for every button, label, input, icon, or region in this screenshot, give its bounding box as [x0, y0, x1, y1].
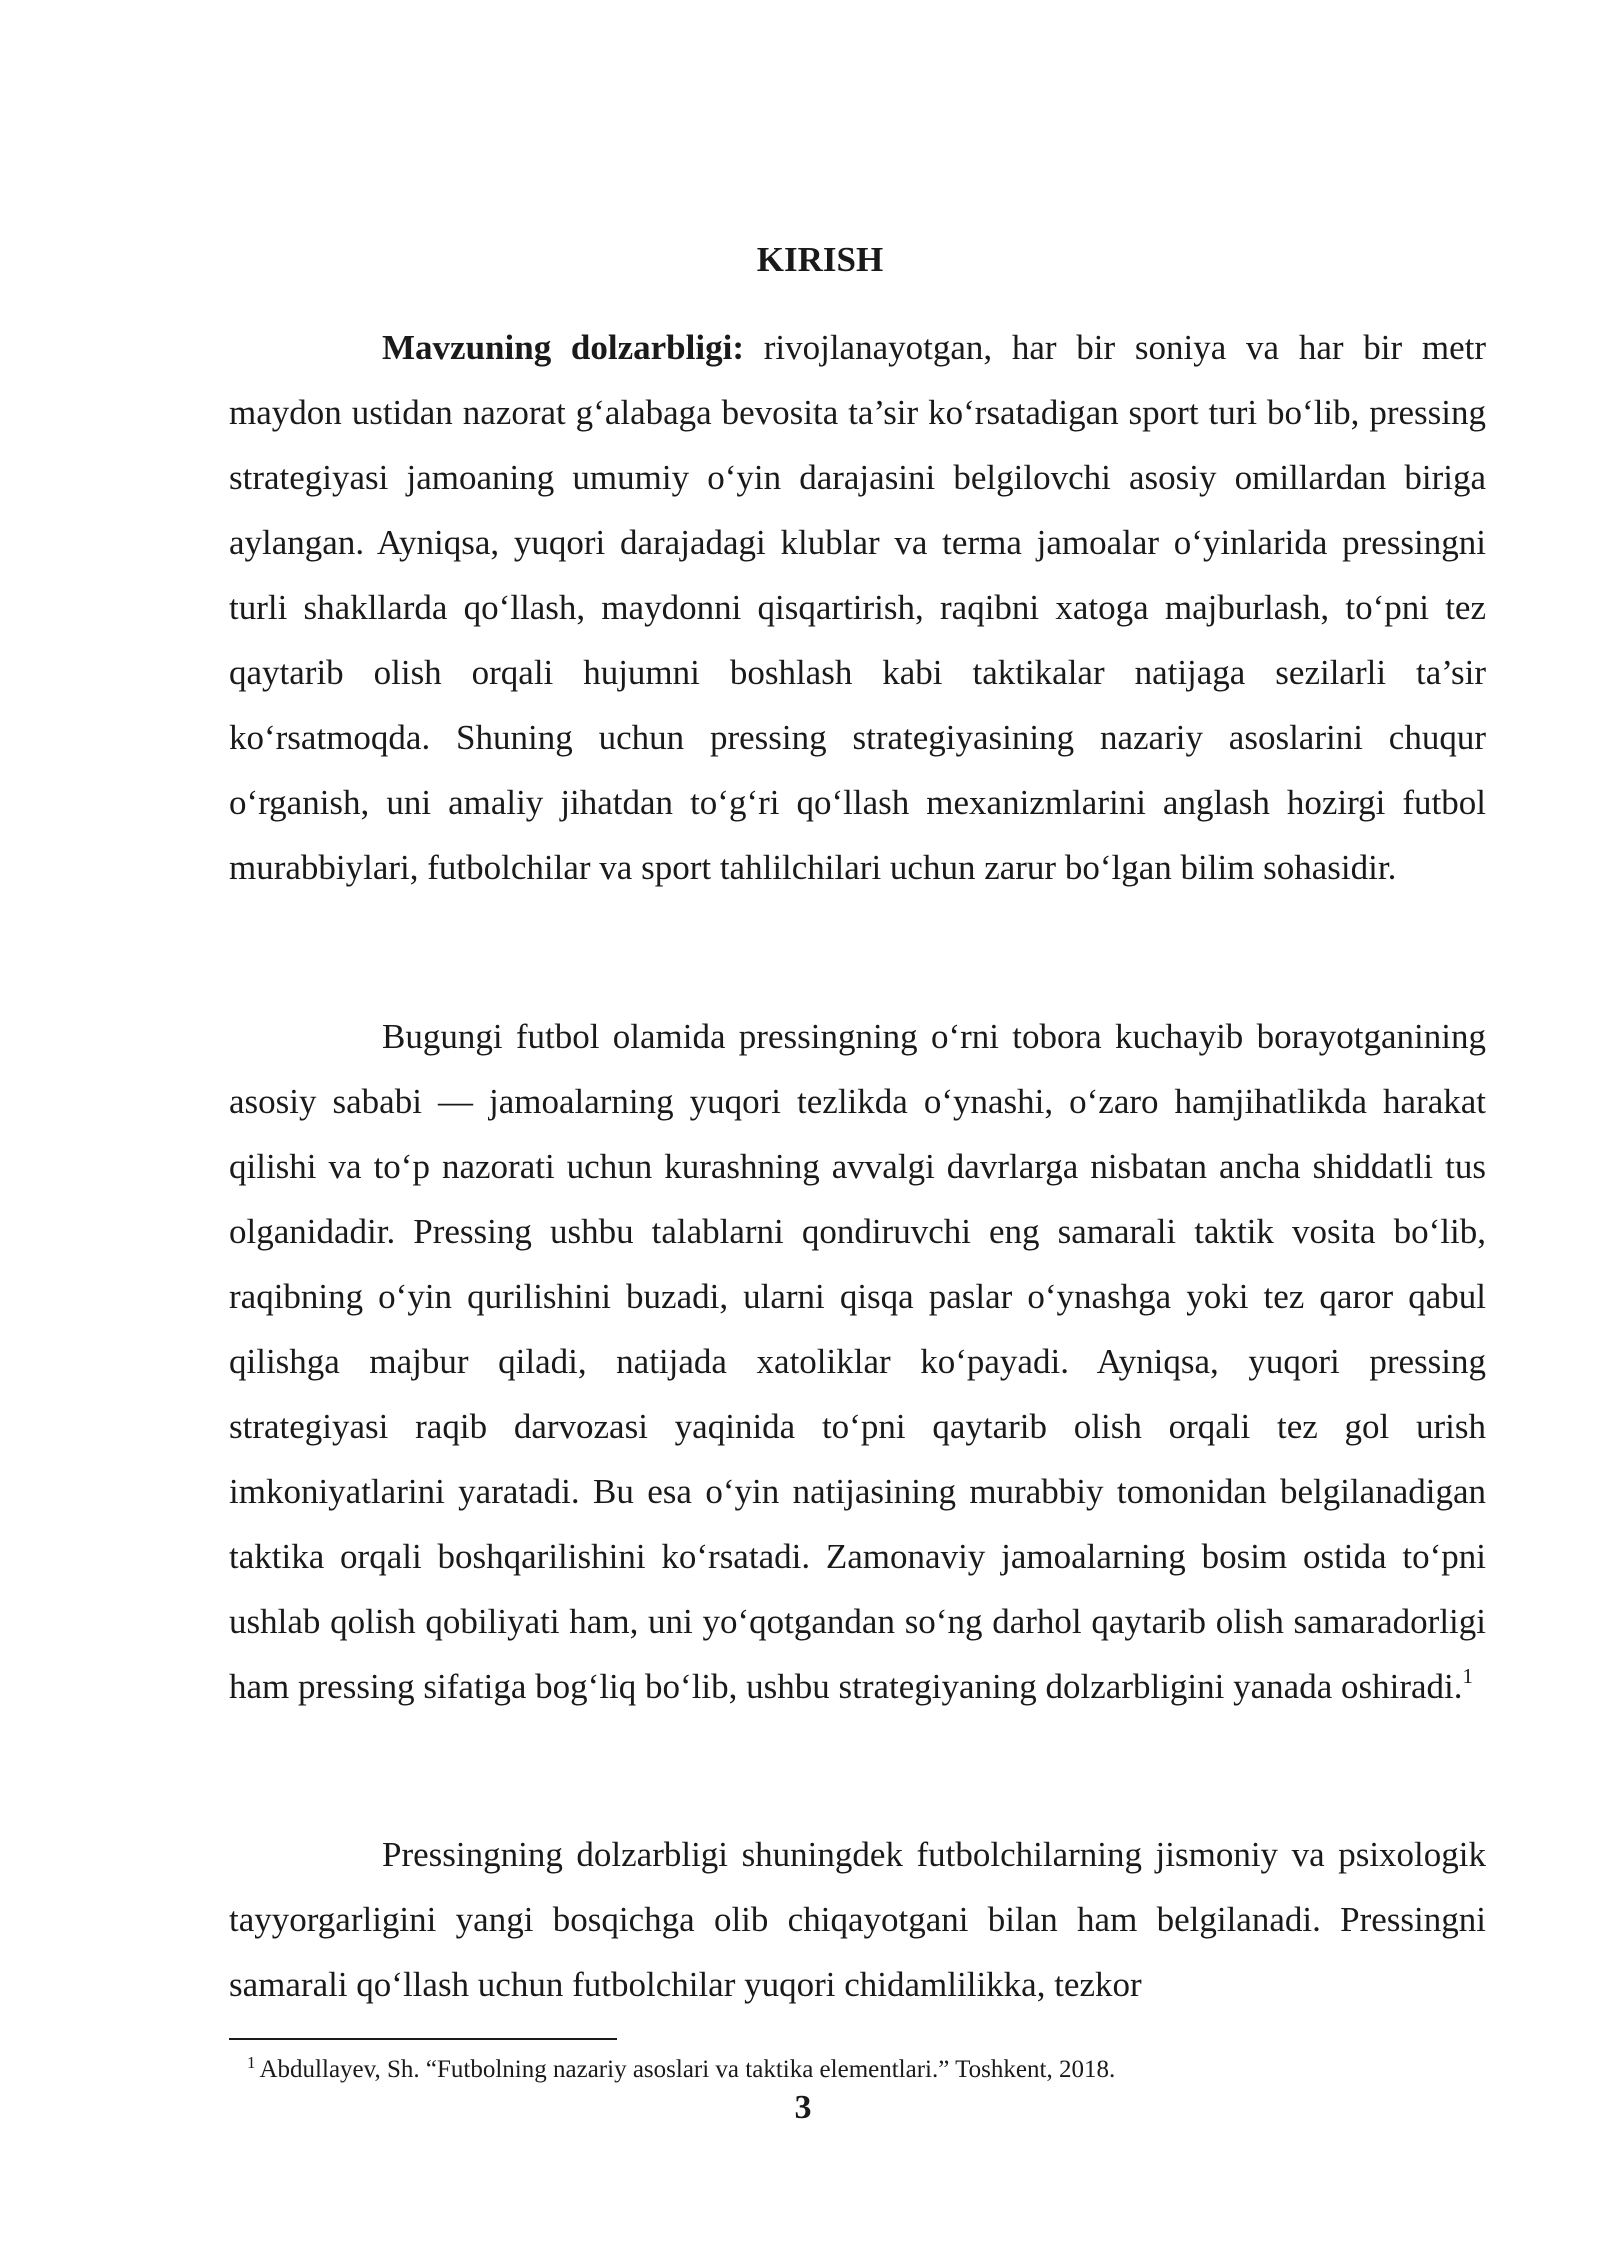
paragraph-physical-readiness: [229, 1822, 1486, 2017]
section-heading: KIRISH: [756, 240, 884, 279]
footnote-text: Abdullayev, Sh. “Futbolning nazariy asoslari va taktika elementlari.” Toshkent, 2018.: [259, 2056, 1116, 2083]
paragraph-lead: Mavzuning dolzarbligi:: [382, 328, 744, 367]
footnote-separator: [229, 2038, 617, 2040]
paragraph-text: rivojlanayotgan, har bir soniya va har bir metr maydon ustidan nazorat g‘alabaga bevosita ta’sir ko‘rsatadigan sport turi bo‘lib, pressing strategiyasi jamoaning umumiy o‘yin darajasini belgilovchi asosiy omillardan biriga aylangan. Ayniqsa, yuqori darajadagi klublar va terma jamoalar o‘yinlarida pressingni turli shakllarda qo‘llash, maydonni qisqartirish, raqibni xatoga majburlash, to‘pni tez qaytarib olish orqali hujumni boshlash kabi taktikalar natijaga sezilarli ta’sir ko‘rsatmoqda. Shuning uchun pressing strategiyasining nazariy asoslarini chuqur o‘rganish, uni amaliy jihatdan to‘g‘ri qo‘llash mexanizmlarini anglash hozirgi futbol murabbiylari, futbolchilar va sport tahlilchilari uchun zarur bo‘lgan bilim sohasidir.: [229, 328, 1486, 887]
footnote-reference[interactable]: 1: [1462, 1664, 1473, 1689]
paragraph-text: Bugungi futbol olamida pressingning o‘rni tobora kuchayib borayotganining asosiy sababi — jamoalarning yuqori tezlikda o‘ynashi, o‘zaro hamjihatlikda harakat qilishi va to‘p nazorati uchun kurashning avvalgi davrlarga nisbatan ancha shiddatli tus olganidadir. Pressing ushbu talablarni qondiruvchi eng samarali taktik vosita bo‘lib, raqibning o‘yin qurilishini buzadi, ularni qisqa paslar o‘ynashga yoki tez qaror qabul qilishga majbur qiladi, natijada xatoliklar ko‘payadi. Ayniqsa, yuqori pressing strategiyasi raqib darvozasi yaqinida to‘pni qaytarib olish orqali tez gol urish imkoniyatlarini yaratadi. Bu esa o‘yin natijasining murabbiy tomonidan belgilanadigan taktika orqali boshqarilishini ko‘rsatadi. Zamonaviy jamoalarning bosim ostida to‘pni ushlab qolish qobiliyati ham, uni yo‘qotgandan so‘ng darhol qaytarib olish samaradorligi ham pressing sifatiga bog‘liq bo‘lib, ushbu strategiyaning dolzarbligini yanada oshiradi.: [229, 1017, 1486, 1706]
paragraph-text: Pressingning dolzarbligi shuningdek futbolchilarning jismoniy va psixologik tayyorgarligini yangi bosqichga olib chiqayotgani bilan ham belgilanadi. Pressingni samarali qo‘llash uchun futbolchilar yuqori chidamlilikka, tezkor: [229, 1835, 1486, 2004]
footnote: [247, 2052, 1115, 2088]
page-number: 3: [794, 2089, 812, 2126]
paragraph-relevance: [229, 315, 1486, 900]
footnote-number: 1: [247, 2052, 256, 2072]
paragraph-pressing-role: [229, 1004, 1486, 1719]
